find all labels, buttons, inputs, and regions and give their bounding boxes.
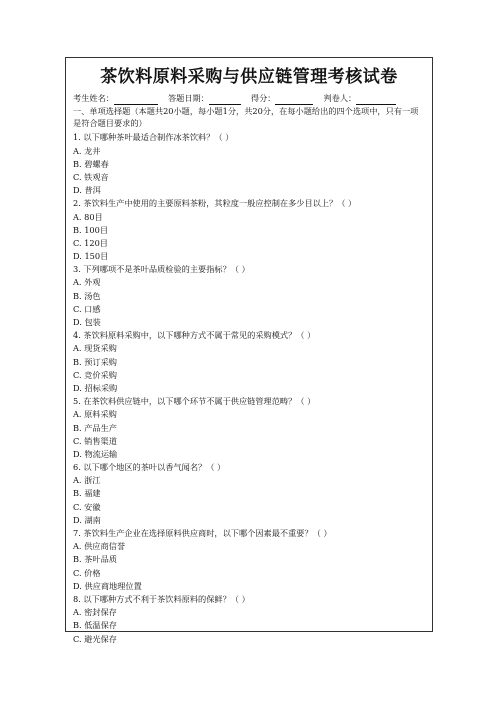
answer-option: C. 安徽 [73,501,101,512]
answer-option: A. 原料采购 [73,409,117,420]
answer-option: A. 浙江 [73,475,101,486]
field-label: 考生姓名： [73,93,114,103]
answer-option: C. 竞价采购 [73,369,117,380]
answer-option: C. 口感 [73,303,101,314]
answer-option: C. 铁观音 [73,171,109,182]
field-blank[interactable] [275,94,313,105]
answer-option: B. 茶叶品质 [73,554,117,565]
field-blank[interactable] [356,94,396,105]
answer-option: D. 湖南 [73,514,101,525]
question-text: 3. 下列哪项不是茶叶品质检验的主要指标？（ ） [73,264,250,275]
question-text: 5. 在茶饮料供应链中，以下哪个环节不属于供应链管理范畴？（ ） [73,396,316,407]
exam-paper [65,57,433,644]
answer-option: B. 低温保存 [73,620,117,631]
field-blank[interactable] [209,94,241,105]
question-list [66,131,432,645]
answer-option: D. 供应商地理位置 [73,580,142,591]
answer-option: B. 预订采购 [73,356,117,367]
section-instruction: 一、单项选择题（本题共20小题，每小题1分，共20分，在每小题给出的四个选项中，只有一项是符合题目要求的） [73,106,419,129]
answer-option: B. 100目 [73,224,109,235]
exam-title: 茶饮料原料采购与供应链管理考核试卷 [100,67,398,87]
answer-option: D. 150目 [73,251,109,262]
answer-option: D. 普洱 [73,185,101,196]
answer-option: A. 80目 [73,211,103,222]
answer-option: C. 120目 [73,237,108,248]
answer-option: A. 供应商信誉 [73,541,126,552]
question-text: 6. 以下哪个地区的茶叶以香气闻名？（ ） [73,462,226,473]
question-text: 7. 茶饮料生产企业在选择原料供应商时，以下哪个因素最不重要？（ ） [73,528,332,539]
answer-option: B. 产品生产 [73,422,117,433]
answer-option: A. 密封保存 [73,607,117,618]
answer-option: A. 外观 [73,277,101,288]
field-label: 判卷人： [323,93,357,103]
answer-option: C. 销售渠道 [73,435,117,446]
question-text: 8. 以下哪种方式不利于茶饮料原料的保鲜？（ ） [73,593,250,604]
answer-option: B. 汤色 [73,290,101,301]
answer-option: B. 碧螺春 [73,158,109,169]
answer-option: B. 福建 [73,488,101,499]
question-text: 1. 以下哪种茶叶最适合制作冰茶饮料？（ ） [73,132,234,143]
answer-option: C. 价格 [73,567,101,578]
exam-header [66,89,432,105]
field-label: 答题日期： [167,93,209,103]
field-blank[interactable] [114,94,158,105]
question-text: 4. 茶饮料原料采购中，以下哪种方式不属于常见的采购模式？（ ） [73,330,316,341]
answer-option: A. 现货采购 [73,343,117,354]
answer-option: D. 物流运输 [73,448,118,459]
answer-option: D. 招标采购 [73,382,118,393]
question-text: 2. 茶饮料生产中使用的主要原料茶粉，其粒度一般应控制在多少目以上？（ ） [73,198,357,209]
answer-option: A. 龙井 [73,145,101,156]
answer-option: C. 避光保存 [73,633,117,644]
field-label: 得分： [250,93,276,103]
answer-option: D. 包装 [73,317,101,328]
